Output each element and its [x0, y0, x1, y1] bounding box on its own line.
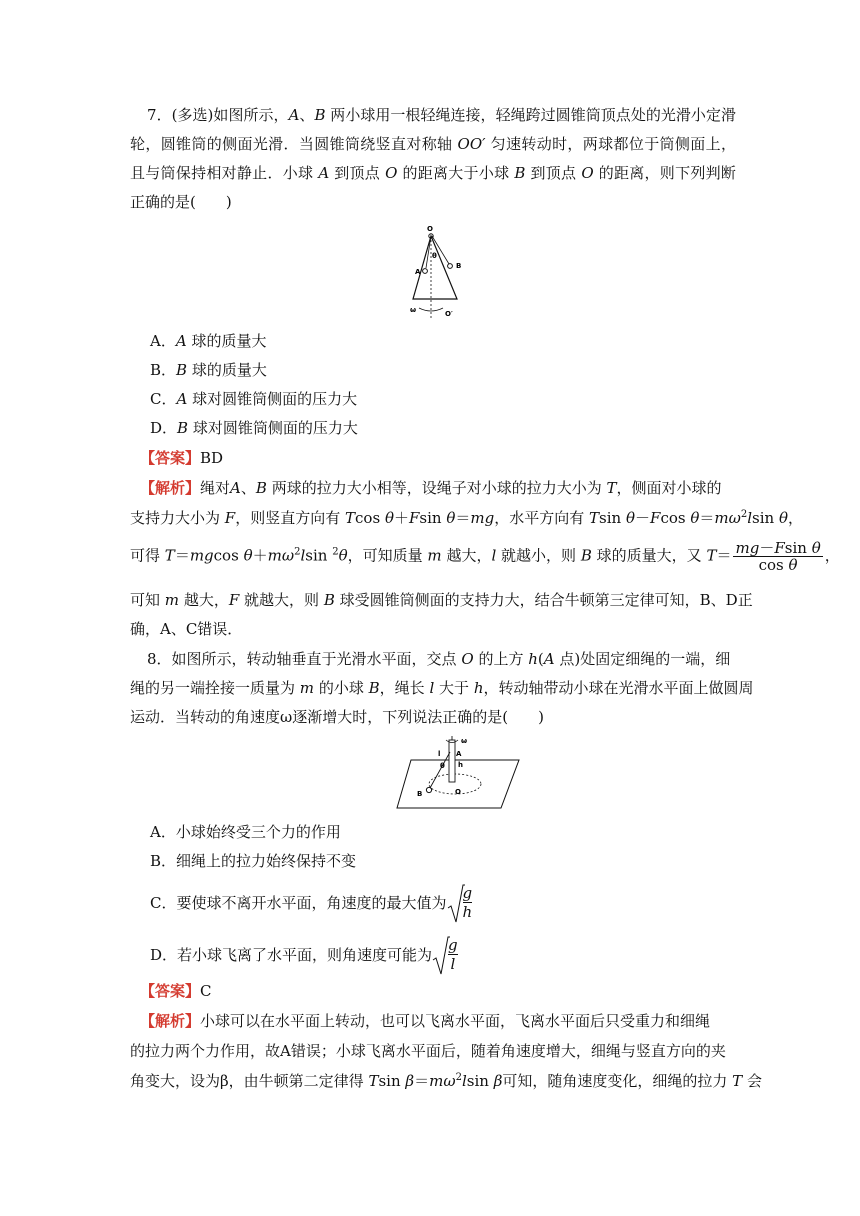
q8-stem-text: 的上方 — [478, 650, 524, 668]
option-text: 要使球不离开水平面，角速度的最大值为 — [176, 894, 447, 912]
q8-stem-text: 如图所示，转动轴垂直于光滑水平面，交点 — [171, 650, 457, 668]
fig-label-a: A — [415, 268, 421, 276]
fig8-label-l: l — [438, 750, 441, 758]
q7-stem-text: 到顶点 — [334, 164, 381, 182]
analysis-text: 会 — [746, 1072, 762, 1090]
analysis-text: 两球的拉力大小相等，设绳子对小球的拉力大小为 — [271, 479, 602, 497]
fig8-label-omega: ω — [461, 737, 468, 745]
option-letter: D． — [150, 946, 178, 964]
q7-stem-text: 两小球用一根轻绳连接，轻绳跨过圆锥筒顶点处的光滑小定滑 — [330, 106, 736, 124]
q8-stem-text: 的小球 — [318, 679, 364, 697]
analysis-text: 绳对 — [200, 479, 231, 497]
option-text: 球的质量大 — [191, 332, 267, 350]
q8-stem-text: 大于 — [439, 679, 470, 697]
analysis-text: 可知 — [130, 591, 161, 609]
fig8-label-h: h — [458, 761, 463, 769]
analysis-text: 可知质量 — [362, 546, 423, 565]
q7-axis: OO′ — [457, 135, 486, 153]
analysis-text: ，水平方向有 — [494, 509, 585, 527]
analysis-text: 确，A、C错误． — [130, 620, 243, 638]
sqrt-g-over-l: $\frac{g}{l}$ — [432, 936, 468, 976]
analysis-text: 越大， — [183, 591, 229, 609]
answer-value: BD — [200, 449, 224, 467]
q8-analysis-line-3: 角变大，设为β，由牛顿第二定律得 Tsin $\beta=m\omega^2lsin$ β可知，随角速度变化，细绳的拉力 T 会 — [130, 1072, 762, 1090]
analysis-text: 球的质量大，又 — [596, 546, 702, 565]
q7-option-d — [150, 414, 358, 443]
q8-stem-line-3 — [130, 703, 544, 732]
q8-stem-text: ，绳长 — [379, 679, 425, 697]
option-letter: B． — [150, 852, 177, 870]
option-text: 球的质量大 — [191, 361, 267, 379]
option-letter: C． — [150, 390, 177, 408]
q8-number: 8． — [147, 650, 172, 668]
sqrt-g-over-h: $\frac{g}{h}$ — [447, 884, 483, 924]
q7-stem: 7．(多选)如图所示，A、B 两小球用一根轻绳连接，轻绳跨过圆锥筒顶点处的光滑小定滑轮，圆锥筒的侧面光滑．当圆锥筒绕竖直对称轴 OO′ 匀速转动时，两球都位于筒侧面上，且与筒保持相对静止．小球 A 到顶点 O 的距离大于小球 B 到顶点 O 的距离，则下列判断正确的是( ) — [130, 106, 736, 211]
q7-analysis-line-4: 可知 m 越大，F 就越大，则 B 球受圆锥筒侧面的支持力大，结合牛顿第三定律可知，B、D正 — [130, 591, 753, 609]
analysis-text: ，侧面对小球的 — [616, 479, 722, 497]
q8-option-d — [150, 936, 468, 976]
q7-number: 7． — [147, 106, 172, 124]
q7-stem-text: 的距离，则下列判断正确的 — [130, 164, 736, 211]
option-var: B — [176, 361, 188, 379]
analysis-text: 角变大，设为β，由牛顿第二定律得 — [130, 1072, 364, 1090]
fig-label-theta: θ — [432, 252, 437, 260]
fig-label-o-prime: O′ — [445, 310, 453, 318]
fig8-label-b: B — [417, 790, 423, 798]
analysis-text: ，则竖直方向有 — [235, 509, 341, 527]
analysis-tag: 【解析】 — [140, 1012, 201, 1030]
answer-tag: 【答案】 — [140, 449, 201, 467]
analysis-text: 就越小，则 — [501, 546, 577, 565]
analysis-text: 小球可以在水平面上转动，也可以飞离水平面，飞离水平面后只受重力和细绳 — [200, 1012, 711, 1030]
q7-stem-text: 是( ) — [175, 193, 232, 211]
analysis-text: 越大， — [446, 546, 492, 565]
analysis-text: 支持力大小为 — [130, 509, 221, 527]
q7-tag: (多选) — [171, 106, 214, 124]
option-text: 小球始终受三个力的作用 — [175, 823, 341, 841]
q7-stem-text: 的距离大于小球 — [402, 164, 510, 182]
option-letter: C． — [150, 894, 177, 912]
q7-analysis-line-3: 可得 T＝mgcos $\theta+m\omega^2lsin$ $^2$θ，可知质量 m 越大，l 就越小，则 B 球的质量大，又 T＝ $\frac{\text{mg－Fsin θ}}{\text{cos θ}}$ ， — [130, 539, 840, 574]
option-var: A — [175, 332, 187, 350]
q7-cone-figure — [405, 224, 475, 320]
analysis-tag: 【解析】 — [140, 479, 201, 497]
q8-stem-text: 绳的另一端拴接一质量为 — [130, 679, 296, 697]
q7-stem-text: 与筒保持相对静止．小球 — [145, 164, 314, 182]
fig-label-o: O — [427, 225, 433, 233]
q7-analysis-line-2: 支持力大小为 F，则竖直方向有 Tcos θ＋Fsin θ＝mg，水平方向有 Tsin θ－Fcos $\theta=m\omega^2lsin$ θ， — [130, 509, 804, 527]
analysis-text: 可得 — [130, 546, 161, 565]
q7-option-b — [150, 356, 267, 385]
q7-stem-text: 到顶点 — [530, 164, 577, 182]
q8-option-a — [150, 818, 341, 847]
q7-answer — [140, 444, 223, 473]
q7-fraction: $\frac{\text{mg－Fsin θ}}{\text{cos θ}}$ — [735, 539, 821, 574]
option-text: 球对圆锥筒侧面的压力大 — [192, 390, 358, 408]
q8-stem-text: 点)处固定细绳的一端，细 — [559, 650, 731, 668]
option-text: 球对圆锥筒侧面的压力大 — [192, 419, 358, 437]
fig-label-omega: ω — [410, 306, 417, 314]
option-text: 细绳上的拉力始终保持不变 — [176, 852, 357, 870]
fig8-label-theta: θ — [440, 762, 445, 770]
fig8-label-a: A — [456, 750, 462, 758]
q7-option-a — [150, 327, 266, 356]
option-letter: A． — [150, 332, 176, 350]
q8-analysis-line-1 — [140, 1007, 710, 1036]
q8-stem-line-1: 8．如图所示，转动轴垂直于光滑水平面，交点 O 的上方 h(A 点)处固定细绳的一端，细 — [147, 650, 731, 668]
analysis-text: 的拉力两个力作用，故A错误；小球飞离水平面后，随着角速度增大，细绳与竖直方向的夹 — [130, 1042, 726, 1060]
q7-stem-text: 轮，圆锥筒的侧面光滑．当圆锥筒绕竖直对称轴 — [130, 135, 453, 153]
answer-value: C — [200, 982, 212, 1000]
q8-stem-line-2: 绳的另一端拴接一质量为 m 的小球 B，绳长 l 大于 h，转动轴带动小球在光滑水平面上做圆周 — [130, 679, 754, 697]
analysis-text: 球受圆锥筒侧面的支持力大，结合牛顿第三定律可知，B、D正 — [339, 591, 753, 609]
q8-answer — [140, 977, 212, 1006]
option-text: 若小球飞离了水平面，则角速度可能为 — [177, 946, 433, 964]
q7-stem-text: 匀速转动时，两球都位于筒侧面上，且 — [130, 135, 736, 182]
q8-analysis-line-2 — [130, 1037, 726, 1066]
q8-stem-text: 运动．当转动的角速度ω逐渐增大时，下列说法正确的是( ) — [130, 708, 544, 726]
q8-option-c — [150, 884, 483, 924]
option-letter: B． — [150, 361, 177, 379]
analysis-text: 可知，随角速度变化，细绳的拉力 — [502, 1072, 728, 1090]
q7-analysis-line-1: 【解析】绳对A、B 两球的拉力大小相等，设绳子对小球的拉力大小为 T，侧面对小球的 — [140, 479, 722, 497]
option-letter: A． — [150, 823, 176, 841]
q7-analysis-line-5 — [130, 615, 242, 644]
fig-label-b: B — [456, 262, 462, 270]
option-letter: D． — [150, 419, 178, 437]
q8-option-b — [150, 847, 356, 876]
analysis-text: 就越大，则 — [244, 591, 320, 609]
q7-option-c — [150, 385, 357, 414]
q8-stem-text: ，转动轴带动小球在光滑水平面上做圆周 — [483, 679, 754, 697]
answer-tag: 【答案】 — [140, 982, 201, 1000]
option-var: A — [176, 390, 188, 408]
option-var: B — [177, 419, 189, 437]
fig8-label-o: O — [455, 788, 461, 796]
q7-stem-text: 如图所示， — [213, 106, 289, 124]
q8-plane-figure — [395, 734, 521, 810]
